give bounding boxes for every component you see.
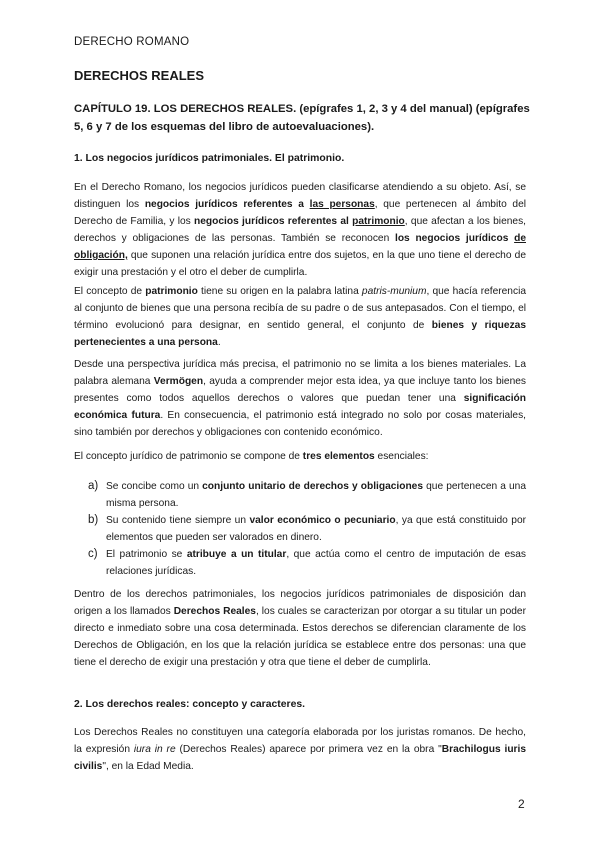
list-marker: c) [88,548,98,560]
elements-list [88,478,526,580]
chapter-heading: CAPÍTULO 19. LOS DERECHOS REALES. (epígrafes 1, 2, 3 y 4 del manual) (epígrafes 5, 6 y 7 de los esquemas del libro de autoevaluaciones). [74,103,530,133]
running-header: DERECHO ROMANO [74,36,190,48]
paragraph-derechos-reales: Dentro de los derechos patrimoniales, los negocios jurídicos patrimoniales de disposición dan origen a los llamados Derechos Reales, los cuales se caracterizan por otorgar a su titular un poder directo e inmediato sobre una cosa determinada. Estos derechos se diferencian claramente de los Derechos de Obligación, en los que la relación jurídica se establece entre dos personas: una que tiene el derecho de exigir una prestación y otra que tiene el deber de cumplirla. [74,589,526,668]
page-number: 2 [518,797,525,811]
paragraph-patrimonio: El concepto de patrimonio tiene su origen en la palabra latina patris-munium, que hacía referencia al conjunto de bienes que una persona recibía de su padre o de sus antepasados. Con el tiempo, el término evolucionó para designar, en sentido general, el conjunto de bienes y riquezas pertenecientes a una persona. [74,286,526,348]
document-title: DERECHOS REALES [74,68,205,83]
list-item: a) Se concibe como un conjunto unitario de derechos y obligaciones que pertenecen a una misma persona. [88,478,526,512]
paragraph-concepto: Los Derechos Reales no constituyen una categoría elaborada por los juristas romanos. De hecho, la expresión iura in re (Derechos Reales) aparece por primera vez en la obra "Brachilogus iuris civilis", en la Edad Media. [74,727,527,772]
list-item: c) El patrimonio se atribuye a un titular, que actúa como el centro de imputación de esas relaciones jurídicas. [88,546,526,580]
list-item: b) Su contenido tiene siempre un valor económico o pecuniario, ya que está constituido por elementos que pueden ser valorados en dinero. [88,512,526,546]
list-marker: b) [88,514,99,526]
paragraph-elementos: El concepto jurídico de patrimonio se compone de tres elementos esenciales: [74,451,429,462]
section-1-heading: 1. Los negocios jurídicos patrimoniales. El patrimonio. [74,153,345,164]
list-marker: a) [88,480,99,492]
paragraph-vermogen: Desde una perspectiva jurídica más precisa, el patrimonio no se limita a los bienes materiales. La palabra alemana Vermögen, ayuda a comprender mejor esta idea, ya que incluye tanto los bienes presentes como todos aquellos derechos o valores que puedan tener una significación económica futura. En consecuencia, el patrimonio está integrado no solo por cosas materiales, sino también por derechos y obligaciones con contenido económico. [74,359,526,438]
paragraph-negocios: En el Derecho Romano, los negocios jurídicos pueden clasificarse atendiendo a su objeto. Así, se distinguen los negocios jurídicos referentes a las personas, que pertenecen al ámbito del Derecho de Familia, y los negocios jurídicos referentes al patrimonio, que afectan a los bienes, derechos y obligaciones de las personas. También se reconocen los negocios jurídicos de obligación, que suponen una relación jurídica entre dos sujetos, en la que uno tiene el derecho de exigir una prestación y el otro el deber de cumplirla. [74,182,527,278]
section-2-heading: 2. Los derechos reales: concepto y caracteres. [74,699,306,710]
